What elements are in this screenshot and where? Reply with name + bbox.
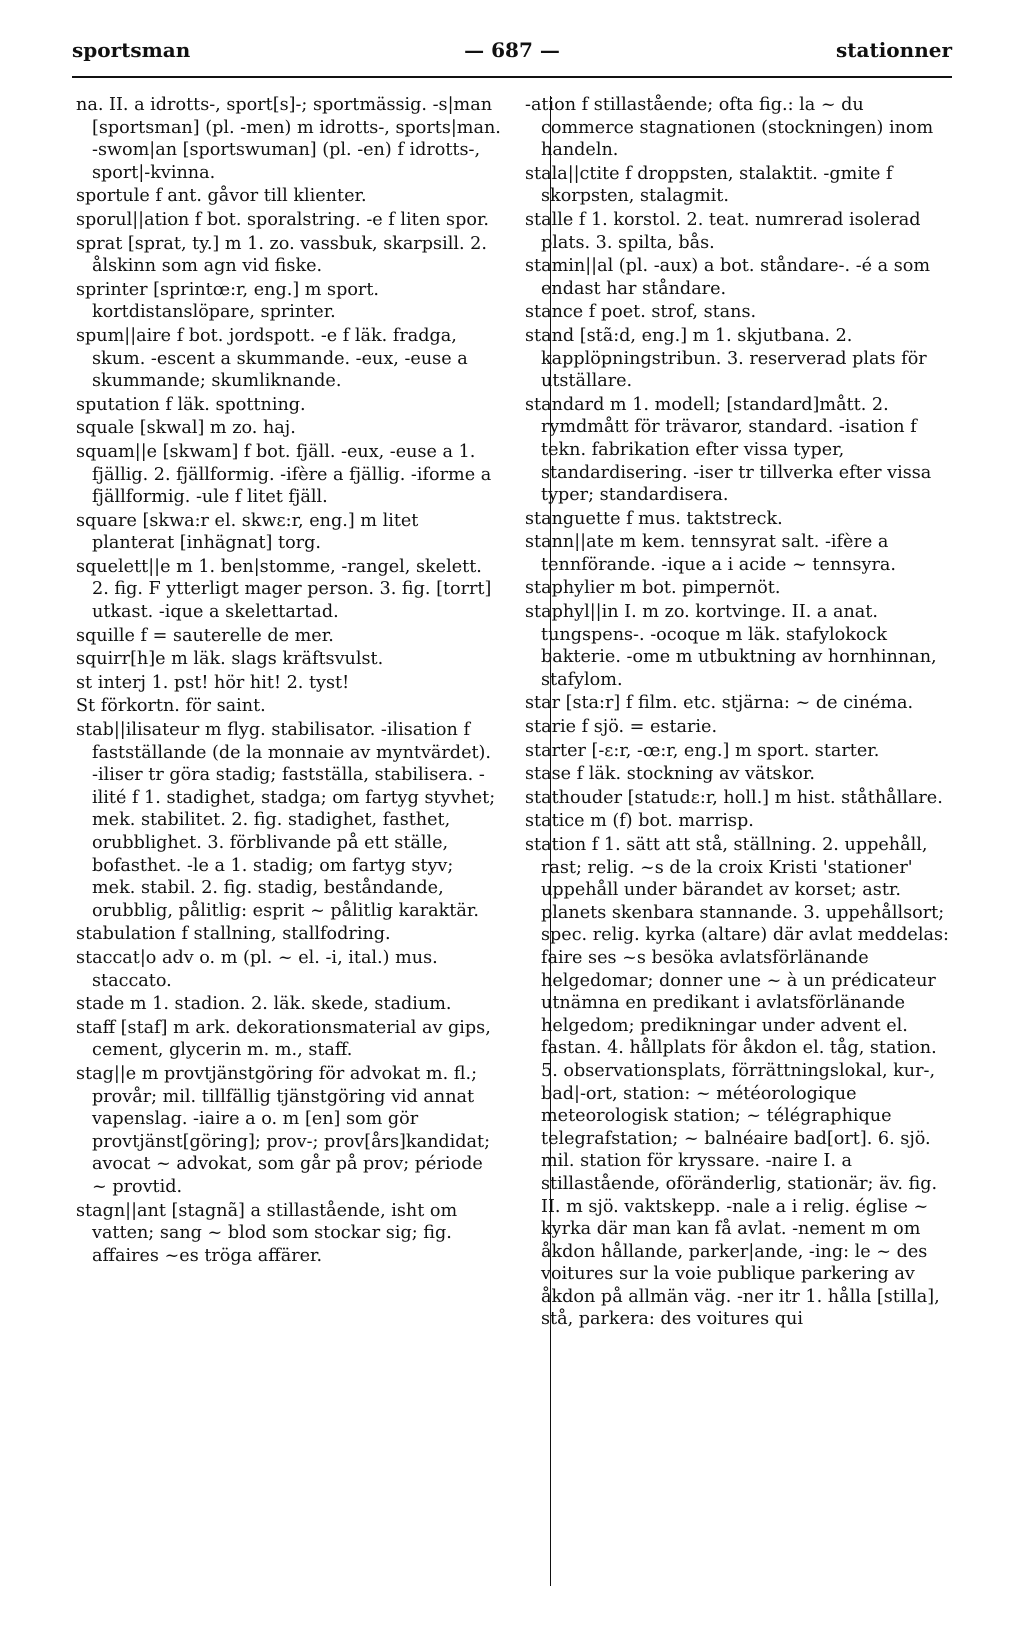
dictionary-entry: staphylier m bot. pimpernöt.: [525, 578, 781, 599]
dictionary-entry: stanguette f mus. taktstreck.: [525, 508, 783, 529]
dictionary-entry: St förkortn. för saint.: [76, 696, 266, 717]
header-last-headword: stationner: [836, 38, 952, 62]
dictionary-entry: sputation f läk. spottning.: [76, 394, 306, 415]
dictionary-entry: sportule f ant. gåvor till klienter.: [76, 186, 367, 207]
dictionary-entry: squelett||e m 1. ben|stomme, -rangel, skelett. 2. fig. F ytterligt mager person. 3. fig. [torrt] utkast. -ique a skelettartad.: [76, 556, 492, 623]
dictionary-entry: starie f sjö. = estarie.: [525, 717, 718, 738]
right-column: [525, 94, 955, 1594]
header-first-headword: sportsman: [72, 38, 191, 62]
dictionary-entry: staccat|o adv o. m (pl. ~ el. -i, ital.) mus. staccato.: [76, 947, 438, 991]
dictionary-entry: stala||ctite f droppsten, stalaktit. -gmite f skorpsten, stalagmit.: [525, 163, 893, 207]
dictionary-entry: stabulation f stallning, stallfodring.: [76, 924, 391, 945]
header-rule: [72, 76, 952, 78]
dictionary-entry: square [skwa:r el. skwɛ:r, eng.] m litet planterat [inhägnat] torg.: [76, 510, 419, 554]
dictionary-entry: stase f läk. stockning av vätskor.: [525, 764, 815, 785]
dictionary-entry: staphyl||in I. m zo. kortvinge. II. a anat. tungspens-. -ocoque m läk. stafylokock bakterie. -ome m utbuktning av hornhinnan, stafylom.: [525, 602, 937, 690]
dictionary-entry: spum||aire f bot. jordspott. -e f läk. fradga, skum. -escent a skummande. -eux, -euse a skummande; skumliknande.: [76, 325, 468, 392]
dictionary-entry: stag||e m provtjänstgöring för advokat m. fl.; provår; mil. tillfällig tjänstgöring vid annat vapenslag. -iaire a o. m [en] som gör provtjänst[göring]; prov-; prov[års]kandidat; avocat ~ advokat, som går på prov; période ~ provtid.: [76, 1063, 491, 1197]
dictionary-entry: stathouder [statudɛ:r, holl.] m hist. ståthållare.: [525, 787, 943, 808]
dictionary-entry: sporul||ation f bot. sporalstring. -e f liten spor.: [76, 209, 490, 230]
dictionary-entry: squam||e [skwam] f bot. fjäll. -eux, -euse a 1. fjällig. 2. fjällformig. -ifère a fjällig. -iforme a fjällformig. -ule f litet fjäll.: [76, 441, 492, 508]
dictionary-entry: squille f = sauterelle de mer.: [76, 625, 334, 646]
dictionary-entry: st interj 1. pst! hör hit! 2. tyst!: [76, 672, 350, 693]
left-column: [76, 94, 502, 1594]
dictionary-entry: star [sta:r] f film. etc. stjärna: ~ de cinéma.: [525, 693, 914, 714]
dictionary-entry: stagn||ant [stagnã] a stillastående, isht om vatten; sang ~ blod som stockar sig; fig. affaires ~es tröga affärer.: [76, 1200, 458, 1266]
dictionary-entry: statice m (f) bot. marrisp.: [525, 811, 754, 832]
dictionary-entry: stann||ate m kem. tennsyrat salt. -ifère a tennförande. -ique a i acide ~ tennsyra.: [525, 532, 896, 575]
dictionary-entry: -ation f stillastående; ofta fig.: la ~ du commerce stagnationen (stockningen) inom handeln.: [525, 95, 934, 161]
dictionary-entry: sprat [sprat, ty.] m 1. zo. vassbuk, skarpsill. 2. ålskinn som agn vid fiske.: [76, 233, 487, 277]
dictionary-entry: squirr[h]e m läk. slags kräftsvulst.: [76, 649, 384, 670]
dictionary-entry: stab||ilisateur m flyg. stabilisator. -ilisation f fastställande (de la monnaie av myntvärdet). -iliser tr göra stadig; fastställa, stabilisera. -ilité f 1. stadighet, stadga; om fartyg styvhet; mek. stabilitet. 2. fig. stadighet, fasthet, orubblighet. 3. förblivande på ett ställe, bofasthet. -le a 1. stadig; om fartyg styv; mek. stabil. 2. fig. stadig, beståndande, orubblig, pålitlig: esprit ~ pålitlig karaktär.: [76, 720, 496, 921]
dictionary-entry: squale [skwal] m zo. haj.: [76, 418, 296, 439]
dictionary-entry: stamin||al (pl. -aux) a bot. ståndare-. -é a som endast har ståndare.: [525, 256, 931, 299]
dictionary-entry: stance f poet. strof, stans.: [525, 302, 757, 323]
dictionary-entry: stand [stã:d, eng.] m 1. skjutbana. 2. kapplöpningstribun. 3. reserverad plats för utställare.: [525, 325, 927, 392]
dictionary-entry: stade m 1. stadion. 2. läk. skede, stadium.: [76, 994, 452, 1015]
dictionary-entry: station f 1. sätt att stå, ställning. 2. uppehåll, rast; relig. ~s de la croix Kristi 'stationer' uppehåll under bärandet av korset; astr. planets skenbara stannande. 3. uppehållsort; spec. relig. kyrka (altare) där avlat meddelas: faire ses ~s besöka avlatsförlänande helgedomar; donner une ~ à un prédicateur utnämna en predikant i avlatsförlänande helgedom; predikningar under advent el. fastan. 4. hållplats för åkdon el. tåg, station. 5. observationsplats, förrättningslokal, kur-, bad|-ort, station: ~ météorologique meteorologisk station; ~ télégraphique telegrafstation; ~ balnéaire bad[ort]. 6. sjö. mil. station för kryssare. -naire I. a stillastående, oföränderlig, stationär; äv. fig. II. m sjö. vaktskepp. -nale a i relig. église ~ kyrka där man kan få avlat. -nement m om åkdon hållande, parker|ande, -ing: le ~ des voitures sur la voie publique parkering av åkdon på allmän väg. -ner itr 1. hålla [stilla], stå, parkera: des voitures qui: [525, 835, 949, 1330]
dictionary-entry: sprinter [sprintœ:r, eng.] m sport. kortdistanslöpare, sprinter.: [76, 279, 380, 323]
dictionary-entry: starter [-ɛ:r, -œ:r, eng.] m sport. starter.: [525, 740, 880, 761]
header-page-number: — 687 —: [464, 38, 560, 62]
dictionary-entry: na. II. a idrotts-, sport[s]-; sportmässig. -s|man [sportsman] (pl. -men) m idrotts-, sports|man. -swom|an [sportswuman] (pl. -en) f idrotts-, sport|-kvinna.: [76, 95, 501, 183]
dictionary-entry: stalle f 1. korstol. 2. teat. numrerad isolerad plats. 3. spilta, bås.: [525, 209, 921, 253]
dictionary-entry: standard m 1. modell; [standard]mått. 2. rymdmått för trävaror, standard. -isation f tekn. fabrikation efter vissa typer, standardisering. -iser tr tillverka efter vissa typer; standardisera.: [525, 394, 932, 506]
page-header: [72, 38, 952, 72]
dictionary-entry: staff [staf] m ark. dekorationsmaterial av gips, cement, glycerin m. m., staff.: [76, 1017, 491, 1061]
